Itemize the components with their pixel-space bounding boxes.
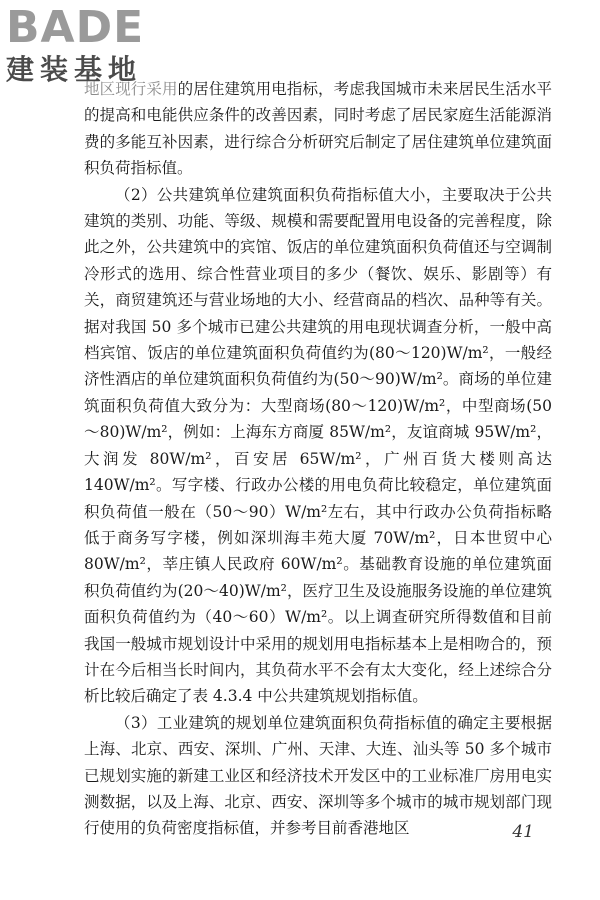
logo-wordmark: BADE (6, 2, 145, 53)
paragraph-3: （3）工业建筑的规划单位建筑面积负荷指标值的确定主要根据上海、北京、西安、深圳、广州、天津、大连、汕头等 50 多个城市已规划实施的新建工业区和经济技术开发区中的工业标准厂房用电实测数据，以及上海、北京、西安、深圳等多个城市的城市规划部门现行使用的负荷密度指标值，并参考目前香港地区 (84, 713, 552, 838)
page-body (84, 76, 552, 842)
paragraph-1-lead: 地区现行采用 (84, 80, 178, 98)
paragraph-1-text: 的居住建筑用电指标，考虑我国城市未来居民生活水平的提高和电能供应条件的改善因素，同时考虑了居民家庭生活能源消费的多能互补因素，进行综合分析研究后制定了居住建筑单位建筑面积负荷指标值。 (84, 80, 552, 178)
page-number: 41 (512, 822, 534, 842)
paragraph-2: （2）公共建筑单位建筑面积负荷指标值大小，主要取决于公共建筑的类别、功能、等级、规模和需要配置用电设备的完善程度，除此之外，公共建筑中的宾馆、饭店的单位建筑面积负荷值还与空调制冷形式的选用、综合性营业项目的多少（餐饮、娱乐、影剧等）有关，商贸建筑还与营业场地的大小、经营商品的档次、品种等有关。据对我国 50 多个城市已建公共建筑的用电现状调查分析，一般中高档宾馆、饭店的单位建筑面积负荷值约为(80～120)W/m²，一般经济性酒店的单位建筑面积负荷值约为(50～90)W/m²。商场的单位建筑面积负荷值大致分为：大型商场(80～120)W/m²，中型商场(50～80)W/m²，例如：上海东方商厦 85W/m²，友谊商城 95W/m²，大润发 80W/m²，百安居 65W/m²，广州百货大楼则高达 140W/m²。写字楼、行政办公楼的用电负荷比较稳定，单位建筑面积负荷值一般在（50～90）W/m²左右，其中行政办公负荷指标略低于商务写字楼，例如深圳海丰苑大厦 70W/m²，日本世贸中心 80W/m²，莘庄镇人民政府 60W/m²。基础教育设施的单位建筑面积负荷值约为(20～40)W/m²，医疗卫生及设施服务设施的单位建筑面积负荷值约为（40～60）W/m²。以上调查研究所得数值和目前我国一般城市规划设计中采用的规划用电指标基本上是相吻合的，预计在今后相当长时间内，其负荷水平不会有太大变化，经上述综合分析比较后确定了表 4.3.4 中公共建筑规划指标值。 (84, 185, 552, 706)
logo-subtitle: 建装基地 (6, 53, 143, 86)
paragraph-1 (84, 76, 552, 182)
